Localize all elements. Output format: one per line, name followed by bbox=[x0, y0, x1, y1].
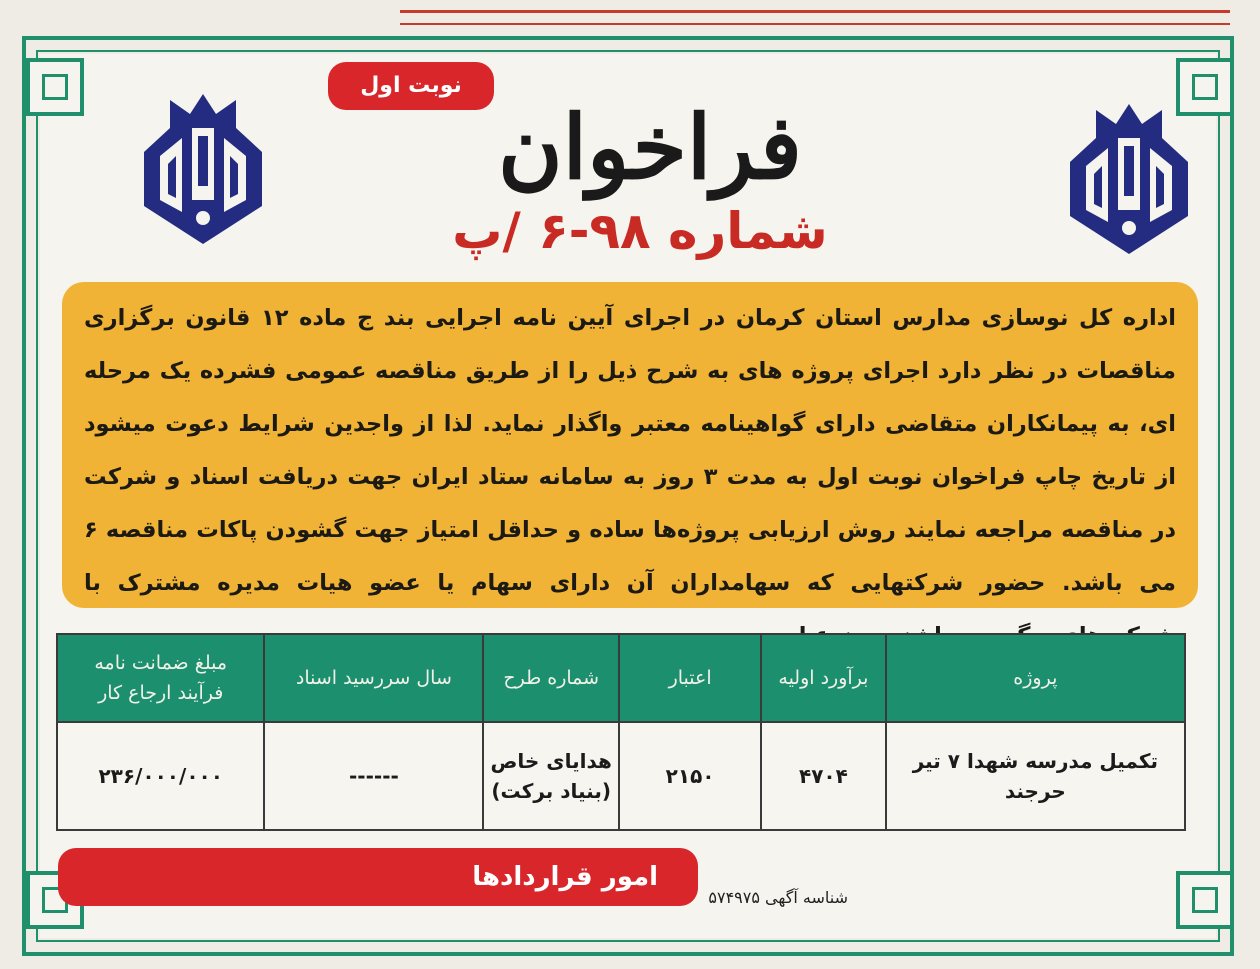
table-row bbox=[57, 722, 1185, 830]
header-credit: اعتبار bbox=[619, 634, 761, 722]
cell-project: تکمیل مدرسه شهدا ۷ تیر حرجند bbox=[886, 722, 1185, 830]
header-doc-year: سال سررسید اسناد bbox=[264, 634, 483, 722]
cell-plan-line2: (بنیاد برکت) bbox=[491, 779, 611, 803]
cell-guarantee: ۲۳۶/۰۰۰/۰۰۰ bbox=[57, 722, 264, 830]
round-badge: نوبت اول bbox=[328, 62, 494, 110]
announcement-body: اداره کل نوسازی مدارس استان کرمان در اجرای آیین نامه اجرایی بند ج ماده ۱۲ قانون برگزاری مناقصات در نظر دارد اجرای پروژه های به شرح ذیل را از طریق مناقصه عمومی فشرده یک مرحله ای، به پیمانکاران متقاضی دارای گواهینامه معتبر واگذار نماید. لذا از واجدین شرایط دعوت میشود از تاریخ چاپ فراخوان نوبت اول به مدت ۳ روز به سامانه ستاد ایران جهت دریافت اسناد و شرکت در مناقصه مراجعه نمایند روش ارزیابی پروژه‌ها ساده و حداقل امتیاز جهت گشودن پاکات مناقصه ۶ می باشد. حضور شرکتهایی که سهامداران آن دارای سهام یا عضو هیات مدیره مشترک با bbox=[62, 282, 1198, 608]
table-header-row bbox=[57, 634, 1185, 722]
header-guarantee-line1: مبلغ ضمانت نامه bbox=[94, 652, 228, 674]
cell-doc-year: ------ bbox=[264, 722, 483, 830]
cell-credit: ۲۱۵۰ bbox=[619, 722, 761, 830]
tender-table bbox=[56, 633, 1186, 831]
header-estimate: برآورد اولیه bbox=[761, 634, 886, 722]
frame-corner-ornament bbox=[1176, 871, 1234, 929]
header-guarantee-line2: فرآیند ارجاع کار bbox=[98, 682, 224, 704]
cell-plan-line1: هدایای خاص bbox=[490, 749, 612, 773]
frame-corner-ornament bbox=[26, 58, 84, 116]
ad-id: شناسه آگهی ۵۷۴۹۷۵ bbox=[708, 888, 848, 907]
school-renovation-logo-icon bbox=[1064, 98, 1194, 258]
cell-estimate: ۴۷۰۴ bbox=[761, 722, 886, 830]
header-plan-number: شماره طرح bbox=[483, 634, 619, 722]
school-renovation-logo-icon bbox=[138, 88, 268, 248]
announcement-title: فراخوان bbox=[497, 95, 802, 199]
header-guarantee bbox=[57, 634, 264, 722]
department-pill: امور قراردادها bbox=[58, 848, 698, 906]
cell-plan-number bbox=[483, 722, 619, 830]
top-red-rule bbox=[400, 10, 1230, 25]
header-project: پروژه bbox=[886, 634, 1185, 722]
announcement-number: شماره ۹۸-۶ /پ bbox=[452, 202, 828, 260]
